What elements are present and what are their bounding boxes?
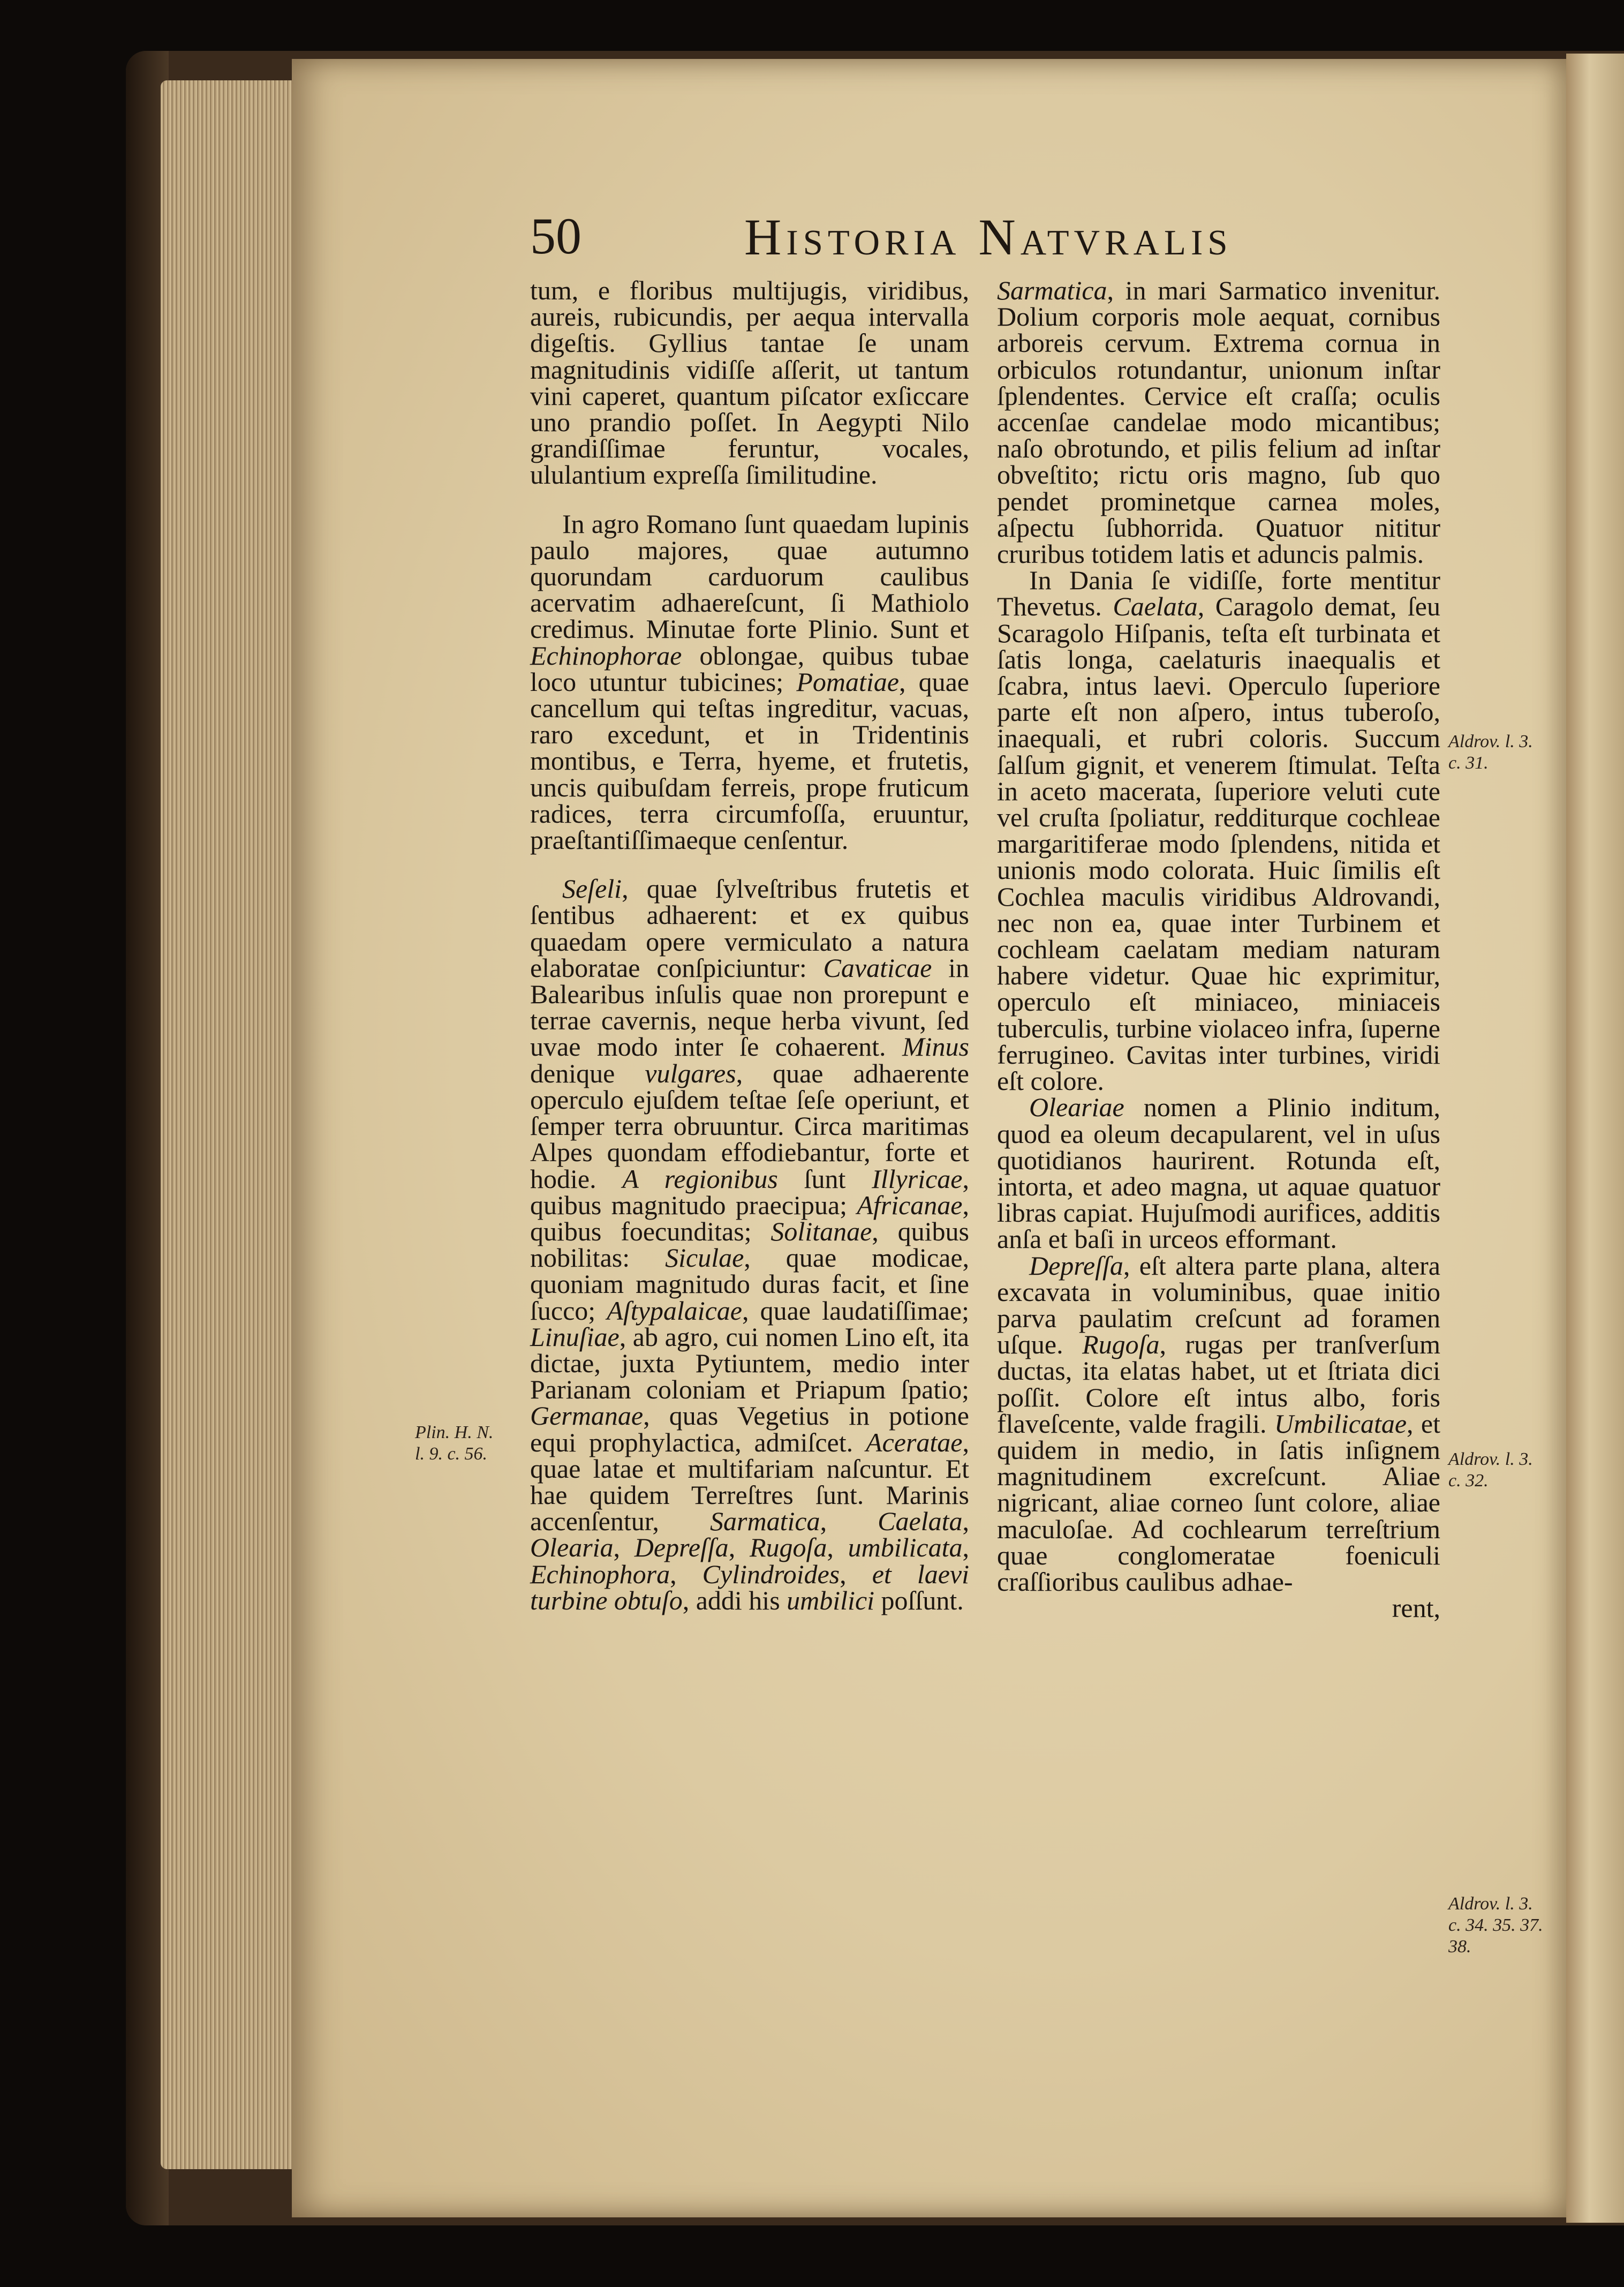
paragraph: tum, e floribus multijugis, viridibus, aureis, rubicundis, per aequa intervalla digeſtis. Gyllius tantae ſe unam magnitudinis vidiſſe aſſerit, ut tantum vini caperet, quantum piſcator exſiccare uno prandio poſſet. In Aegypti Nilo grandiſſimae feruntur, vocales, ululantium expreſſa ſimilitudine. xyxy=(530,275,969,490)
left-text-column xyxy=(530,277,969,1614)
page-number: 50 xyxy=(530,207,581,265)
right-text-column xyxy=(997,277,1440,1621)
paragraph: In Dania ſe vidiſſe, forte mentitur Thevetus. Caelata, Caragolo demat, ſeu Scaragolo Hiſpanis, teſta eſt turbinata et ſatis longa, caelaturis inaequalis et ſcabra, intus laevi. Operculo ſuperiore parte eſt non aſpero, intus tuberoſo, inaequali, et rubri coloris. Succum ſalſum gignit, et venerem ſtimulat. Teſta in aceto macerata, ſuperiore veluti cute vel cruſta ſpoliatur, redditurque cochleae margaritiferae modo ſplendens, nitida et unionis modo colorata. Huic ſimilis eſt Cochlea maculis viridibus Aldrovandi, nec non ea, quae inter Turbinem et cochleam caelatam mediam naturam habere videtur. Quae hic exprimitur, operculo eſt miniaceo, miniaceis tuberculis, turbine violaceo infra, ſuperne ferrugineo. Cavitas inter turbines, viridi eſt colore. xyxy=(997,565,1441,1096)
paragraph: In agro Romano ſunt quaedam lupinis paulo majores, quae autumno quorundam carduorum caulibus acervatim adhaereſcunt, ſi Mathiolo credimus. Minutae forte Plinio. Sunt et Echinophorae oblongae, quibus tubae loco utuntur tubicines; Pomatiae, quae cancellum qui teſtas ingreditur, vacuas, raro excedunt, et in Tridentinis montibus, e Terra, hyeme, et frutetis, uncis quibuſdam ferreis, prope fruticum radices, terra circumfoſſa, eruuntur, praeſtantiſſimaeque cenſentur. xyxy=(530,508,969,855)
margin-note-aldrov-2: Aldrov. l. 3. c. 32. xyxy=(1448,1449,1533,1491)
paragraph: Oleariae nomen a Plinio inditum, quod ea oleum decapularent, vel in uſus quotidianos haurirent. Rotunda eſt, intorta, et adeo magna, ut aquae quatuor libras capiat. Hujuſmodi aurifices, additis anſa et baſi in urceos efformant. xyxy=(997,1092,1440,1254)
margin-note-aldrov-1: Aldrov. l. 3. c. 31. xyxy=(1448,732,1533,773)
page-header xyxy=(530,206,1440,276)
margin-note-aldrov-3: Aldrov. l. 3. c. 34. 35. 37. 38. xyxy=(1448,1894,1543,1957)
paragraph: Depreſſa, eſt altera parte plana, altera excavata in voluminibus, quae initio parva paulatim creſcunt ad foramen uſque. Rugoſa, rugas per tranſverſum ductas, ita elatas habet, ut et ſtriata dici poſſit. Colore eſt intus albo, foris flaveſcente, valde fragili. Umbilicatae, et quidem in medio, in ſatis inſignem magnitudinem excreſcunt. Aliae nigricant, aliae corneo ſunt colore, aliae maculoſae. Ad cochlearum terreſtrium quae conglomeratae foeniculi craſſioribus caulibus adhae- xyxy=(997,1250,1440,1597)
paragraph: Seſeli, quae ſylveſtribus frutetis et ſentibus adhaerent: et ex quibus quaedam opere vermiculato a natura elaboratae conſpiciuntur: Cavaticae in Balearibus inſulis quae non prorepunt e terrae cavernis, neque herba vivunt, ſed uvae modo inter ſe cohaerent. Minus denique vulgares, quae adhaerente operculo ejuſdem teſtae ſeſe operiunt, et ſemper terra obruuntur. Circa maritimas Alpes quondam effodiebantur, forte et hodie. A regionibus ſunt Illyricae, quibus magnitudo praecipua; Africanae, quibus foecunditas; Solitanae, quibus nobilitas: Siculae, quae modicae, quoniam magnitudo duras facit, et ſine ſucco; Aſtypalaicae, quae laudatiſſimae; Linuſiae, ab agro, cui nomen Lino eſt, ita dictae, juxta Pytiuntem, medio inter Parianam coloniam et Priapum ſpatio; Germanae, quas Vegetius in potione equi prophylactica, admiſcet. Aceratae, quae latae et multifariam naſcuntur. Et hae quidem Terreſtres ſunt. Marinis accenſentur, Sarmatica, Caelata, Olearia, Depreſſa, Rugoſa, umbilicata, Echinophora, Cylindroides, et laevi turbine obtuſo, addi his umbilici poſſunt. xyxy=(530,874,970,1615)
facing-page-edge xyxy=(1566,54,1624,2223)
page-edges-stack xyxy=(161,80,300,2169)
running-title: Historia Natvralis xyxy=(744,208,1233,266)
margin-note-plinius: Plin. H. N. l. 9. c. 56. xyxy=(415,1423,494,1464)
catchword: rent, xyxy=(1392,1593,1440,1623)
paragraph: Sarmatica, in mari Sarmatico invenitur. Dolium corporis mole aequat, cornibus arboreis cervum. Extrema cornua in orbiculos rotundantur, unionum inſtar ſplendentes. Cervice eſt craſſa; oculis accenſae candelae modo micantibus; naſo obrotundo, et pilis felium ad inſtar obveſtito; rictu oris magno, ſub quo pendet prominetque carnea moles, aſpectu ſubhorrida. Quatuor nititur cruribus totidem latis et aduncis palmis. xyxy=(997,275,1440,569)
